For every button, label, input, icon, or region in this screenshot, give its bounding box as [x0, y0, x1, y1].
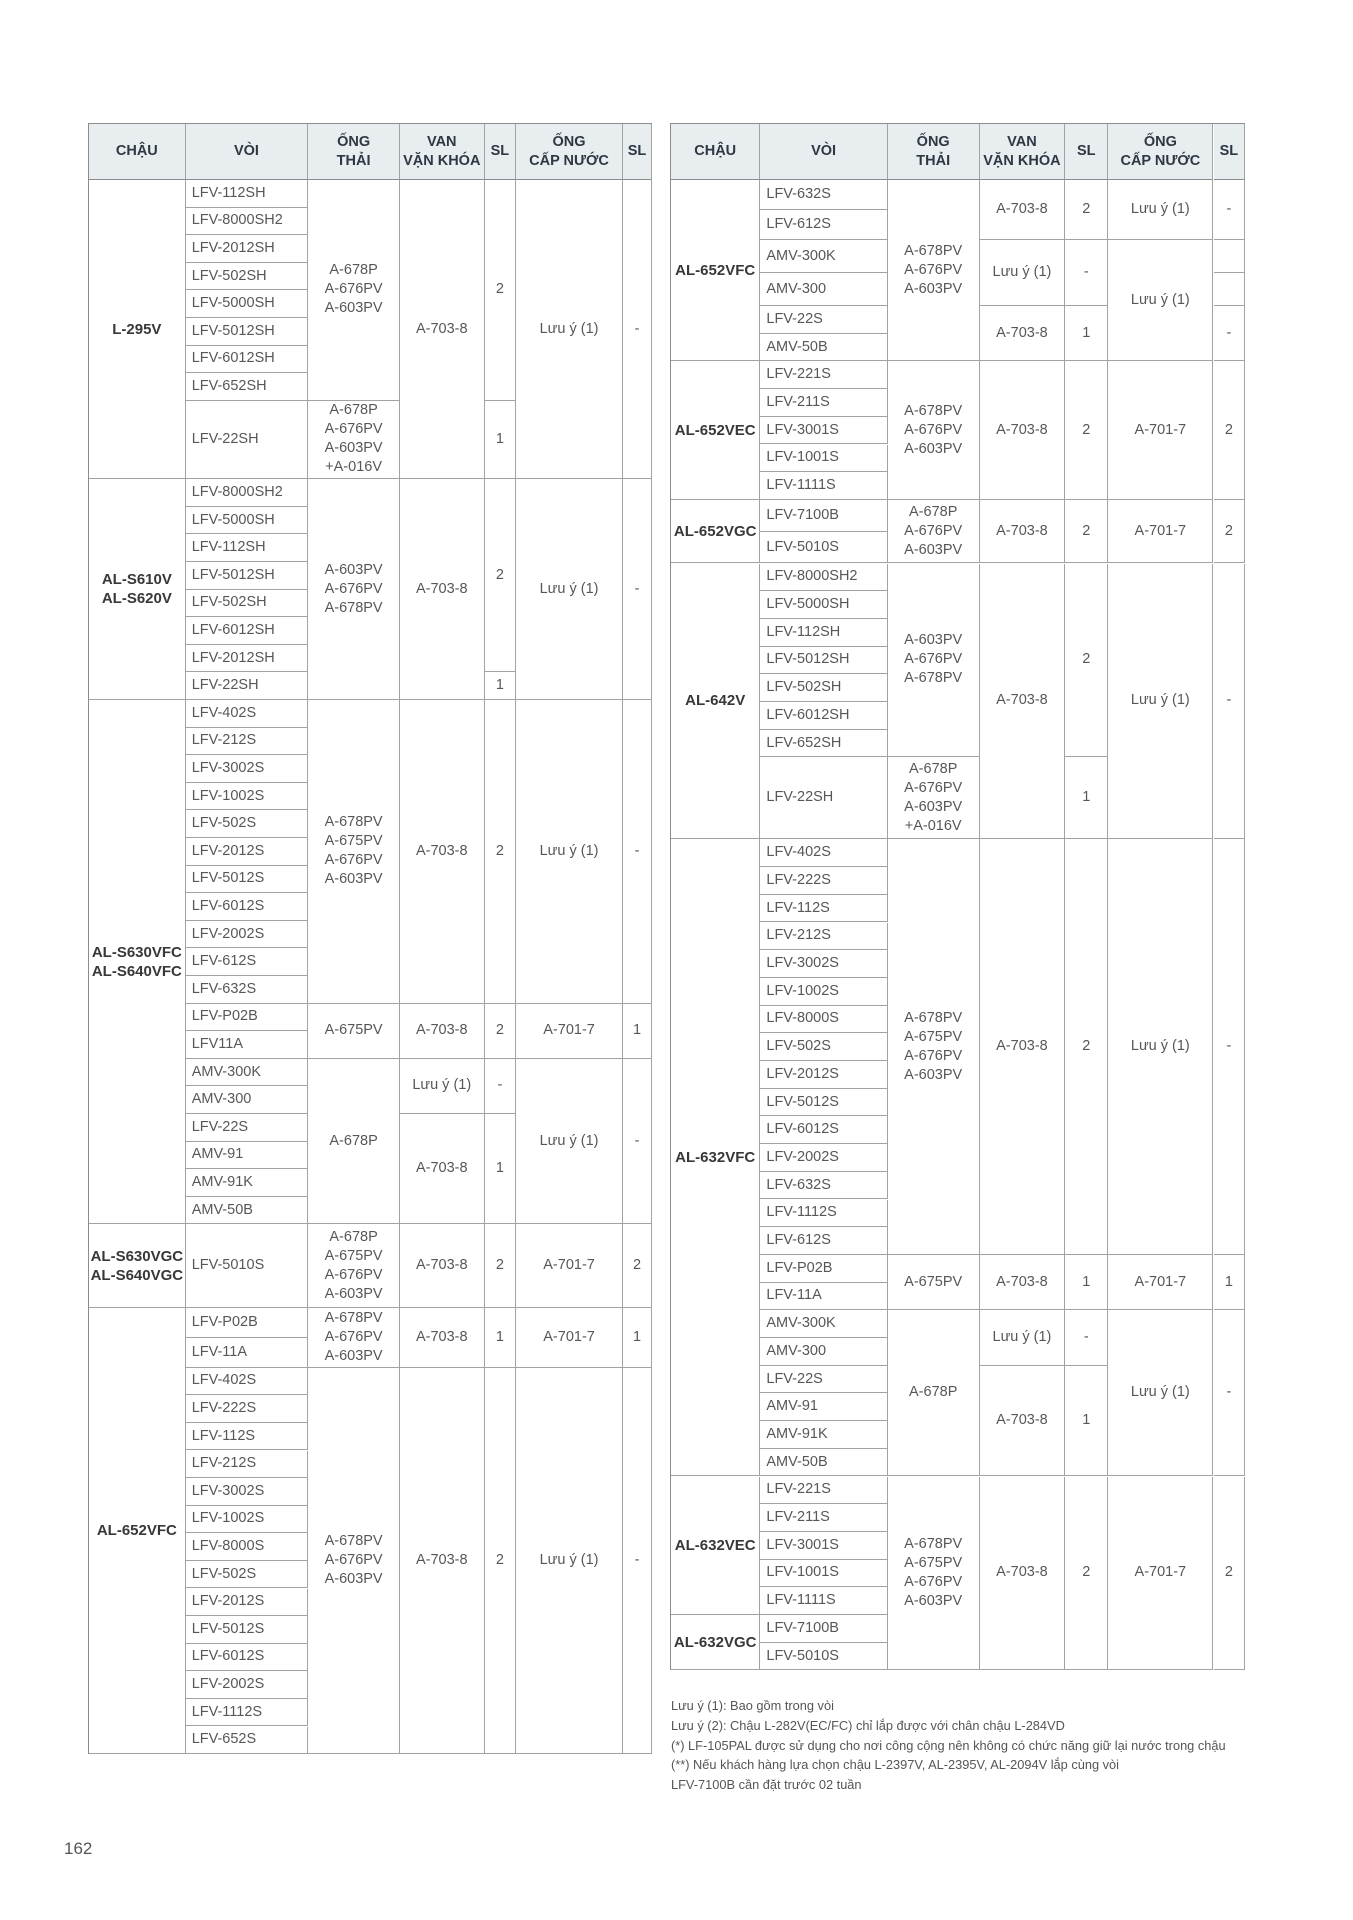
left-table-valve-cell: A-703-8 [400, 479, 485, 700]
left-table-drain-cell: A-678P A-675PV A-676PV A-603PV [308, 1224, 400, 1307]
right-table-faucet-cell: LFV-5012SH [760, 647, 887, 675]
left-table-header-supply: ỐNG CẤP NƯỚC [516, 124, 623, 180]
right-table-faucet-cell: LFV-1001S [760, 445, 887, 473]
right-table-faucet-cell: LFV-3001S [760, 1532, 887, 1560]
left-table-faucet-cell: LFV-5012SH [186, 562, 309, 590]
right-table-valve-cell: A-703-8 [980, 180, 1066, 240]
right-table-drain-cell: A-678P A-676PV A-603PV [888, 500, 980, 564]
right-table-header-drain: ỐNG THẢI [888, 124, 980, 180]
right-table-faucet-cell: LFV-612S [760, 1227, 887, 1255]
right-table-supply-cell: Lưu ý (1) [1108, 564, 1213, 840]
left-table-supply-qty-cell: - [623, 180, 652, 479]
left-table-drain-cell: A-675PV [308, 1004, 400, 1059]
left-table-faucet-cell: LFV-6012SH [186, 346, 309, 374]
right-table-faucet-cell: LFV-112SH [760, 619, 887, 647]
left-table-supply-qty-cell: - [623, 700, 652, 1004]
right-table-faucet-cell: LFV-7100B [760, 500, 887, 532]
right-table-faucet-cell: LFV-8000SH2 [760, 564, 887, 592]
right-table-valve-qty-cell: 2 [1065, 1477, 1108, 1671]
left-table-valve-qty-cell: 2 [485, 1368, 517, 1754]
right-table-supply-qty-cell: - [1214, 306, 1246, 361]
left-table-valve-qty-cell: 2 [485, 479, 517, 672]
right-table-header-faucet: VÒI [760, 124, 887, 180]
right-table-valve-cell: A-703-8 [980, 306, 1066, 361]
right-table-supply-qty-cell: 2 [1214, 1477, 1246, 1671]
right-table-supply-qty-cell: - [1214, 180, 1246, 240]
right-table-basin-cell: AL-642V [671, 564, 760, 840]
right-table-supply-cell: A-701-7 [1108, 500, 1213, 564]
left-table-faucet-cell: LFV-2012S [186, 838, 309, 866]
left-table-faucet-cell: LFV-652SH [186, 373, 309, 401]
left-table-faucet-cell: LFV-8000SH2 [186, 479, 309, 507]
right-table-drain-cell: A-678PV A-675PV A-676PV A-603PV [888, 1477, 980, 1671]
right-table-valve-cell: A-703-8 [980, 839, 1066, 1255]
right-table-valve-cell: A-703-8 [980, 1477, 1066, 1671]
right-table-header-supply: ỐNG CẤP NƯỚC [1108, 124, 1213, 180]
left-table-valve-cell: A-703-8 [400, 1224, 485, 1307]
left-table-basin-cell: AL-S630VFC AL-S640VFC [89, 700, 186, 1224]
left-table-valve-qty-cell: 2 [485, 1224, 517, 1307]
right-table-drain-cell: A-678P [888, 1310, 980, 1476]
right-table-faucet-cell: LFV-3002S [760, 950, 887, 978]
right-table-faucet-cell: LFV-6012SH [760, 702, 887, 730]
left-table-valve-cell: A-703-8 [400, 700, 485, 1004]
right-table-supply-qty-cell [1214, 273, 1246, 306]
left-table-faucet-cell: LFV-502SH [186, 590, 309, 618]
left-table-faucet-cell: LFV-5012S [186, 1616, 309, 1644]
right-table-supply-cell: A-701-7 [1108, 1255, 1213, 1310]
right-table-drain-cell: A-603PV A-676PV A-678PV [888, 564, 980, 758]
left-table-faucet-cell: LFV-1002S [186, 1506, 309, 1534]
right-table-faucet-cell: AMV-300 [760, 1338, 887, 1366]
right-table-faucet-cell: LFV-7100B [760, 1615, 887, 1643]
left-table-supply-qty-cell: 2 [623, 1224, 652, 1307]
right-table-basin-cell: AL-632VGC [671, 1615, 760, 1670]
left-table-valve-qty-cell: 2 [485, 180, 517, 401]
left-table-drain-cell: A-603PV A-676PV A-678PV [308, 479, 400, 700]
right-table-drain-cell: A-678P A-676PV A-603PV +A-016V [888, 757, 980, 839]
left-table-valve-cell: A-703-8 [400, 1308, 485, 1368]
right-table-faucet-cell: LFV-6012S [760, 1116, 887, 1144]
left-table-basin-cell: L-295V [89, 180, 186, 479]
right-table-faucet-cell: LFV-P02B [760, 1255, 887, 1283]
right-table-faucet-cell: LFV-1002S [760, 978, 887, 1006]
left-table-supply-qty-cell: - [623, 479, 652, 700]
right-table-valve-qty-cell: 2 [1065, 839, 1108, 1255]
right-table-valve-qty-cell: - [1065, 240, 1108, 306]
right-table-faucet-cell: AMV-300K [760, 240, 887, 273]
left-table-supply-qty-cell: - [623, 1059, 652, 1225]
left-table-valve-qty-cell: 1 [485, 1114, 517, 1224]
right-table-header-valve: VAN VẶN KHÓA [980, 124, 1066, 180]
left-table-supply-cell: A-701-7 [516, 1224, 623, 1307]
left-table-faucet-cell: LFV-502S [186, 810, 309, 838]
right-table-basin-cell: AL-632VFC [671, 839, 760, 1476]
footnote-line: (**) Nếu khách hàng lựa chọn chậu L-2397V, AL-2395V, AL-2094V lắp cùng vòi [671, 1757, 1120, 1773]
right-table-valve-qty-cell: 2 [1065, 180, 1108, 240]
left-table-supply-cell: Lưu ý (1) [516, 479, 623, 700]
left-table-drain-cell: A-678P A-676PV A-603PV [308, 180, 400, 401]
left-table-faucet-cell: LFV-652S [186, 1727, 309, 1755]
left-table-faucet-cell: LFV-402S [186, 1368, 309, 1396]
left-table-valve-cell: A-703-8 [400, 1114, 485, 1224]
left-table-valve-cell: A-703-8 [400, 1004, 485, 1059]
right-table-faucet-cell: LFV-652SH [760, 730, 887, 758]
left-table-faucet-cell: AMV-91K [186, 1169, 309, 1197]
right-table-faucet-cell: LFV-5000SH [760, 591, 887, 619]
right-table-basin-cell: AL-632VEC [671, 1477, 760, 1616]
left-table-drain-cell: A-678P [308, 1059, 400, 1225]
left-table-faucet-cell: LFV-112SH [186, 534, 309, 562]
right-table-faucet-cell: LFV-2012S [760, 1061, 887, 1089]
right-table-supply-qty-cell: - [1214, 564, 1246, 840]
left-table-drain-cell: A-678PV A-676PV A-603PV [308, 1368, 400, 1754]
right-table-supply-cell: Lưu ý (1) [1108, 240, 1213, 361]
left-table-faucet-cell: AMV-300K [186, 1059, 309, 1087]
left-table-header-supply-qty: SL [623, 124, 652, 180]
left-table-faucet-cell: LFV-112SH [186, 180, 309, 208]
right-table-supply-cell: A-701-7 [1108, 1477, 1213, 1671]
left-table-faucet-cell: LFV-6012S [186, 893, 309, 921]
right-table-valve-cell: A-703-8 [980, 500, 1066, 564]
right-table-supply-qty-cell: - [1214, 839, 1246, 1255]
right-table-faucet-cell: LFV-632S [760, 180, 887, 210]
right-table-faucet-cell: LFV-1111S [760, 1587, 887, 1615]
right-table-supply-qty-cell [1214, 240, 1246, 273]
right-table-header-basin: CHẬU [671, 124, 760, 180]
left-table-faucet-cell: LFV-5000SH [186, 507, 309, 535]
left-table-faucet-cell: LFV-1112S [186, 1699, 309, 1727]
right-table-valve-qty-cell: 2 [1065, 564, 1108, 758]
right-table-faucet-cell: LFV-221S [760, 1477, 887, 1505]
left-table-basin-cell: AL-S630VGC AL-S640VGC [89, 1224, 186, 1307]
left-table-faucet-cell: LFV-502SH [186, 263, 309, 291]
right-table-valve-qty-cell: 1 [1065, 1255, 1108, 1310]
right-table-supply-qty-cell: 2 [1214, 361, 1246, 500]
right-table-faucet-cell: LFV-502S [760, 1033, 887, 1061]
left-table-faucet-cell: LFV-22S [186, 1114, 309, 1142]
right-table-faucet-cell: AMV-91 [760, 1393, 887, 1421]
right-table-drain-cell: A-678PV A-676PV A-603PV [888, 361, 980, 500]
right-table-faucet-cell: LFV-632S [760, 1172, 887, 1200]
left-table-faucet-cell: LFV11A [186, 1031, 309, 1059]
right-table-supply-cell: Lưu ý (1) [1108, 180, 1213, 240]
right-table-faucet-cell: AMV-300K [760, 1310, 887, 1338]
left-table-valve-qty-cell: 1 [485, 1308, 517, 1368]
left-table-valve-cell: Lưu ý (1) [400, 1059, 485, 1114]
left-table-faucet-cell: LFV-11A [186, 1338, 309, 1368]
left-table-header-basin: CHẬU [89, 124, 186, 180]
left-table-supply-cell: Lưu ý (1) [516, 1059, 623, 1225]
left-table-faucet-cell: LFV-3002S [186, 755, 309, 783]
right-table-faucet-cell: LFV-502SH [760, 674, 887, 702]
left-table-valve-qty-cell: 2 [485, 700, 517, 1004]
right-table-basin-cell: AL-652VGC [671, 500, 760, 564]
right-table-faucet-cell: LFV-22SH [760, 757, 887, 839]
right-table-supply-cell: A-701-7 [1108, 361, 1213, 500]
left-table-faucet-cell: LFV-22SH [186, 672, 309, 700]
right-table-faucet-cell: LFV-222S [760, 867, 887, 895]
left-table-faucet-cell: LFV-5010S [186, 1224, 309, 1307]
left-table-header-faucet: VÒI [186, 124, 309, 180]
left-table-valve-qty-cell: 1 [485, 672, 517, 700]
right-table-faucet-cell: LFV-211S [760, 389, 887, 417]
left-table [88, 123, 652, 1754]
left-table-faucet-cell: LFV-2012SH [186, 645, 309, 673]
page-number: 162 [64, 1839, 93, 1858]
right-table-faucet-cell: LFV-5010S [760, 1643, 887, 1671]
right-table-faucet-cell: LFV-5012S [760, 1089, 887, 1117]
right-table [670, 123, 1245, 1670]
right-table-faucet-cell: LFV-1111S [760, 472, 887, 500]
left-table-drain-cell: A-678PV A-676PV A-603PV [308, 1308, 400, 1368]
left-table-faucet-cell: LFV-1002S [186, 783, 309, 811]
right-table-drain-cell: A-678PV A-675PV A-676PV A-603PV [888, 839, 980, 1255]
left-table-valve-qty-cell: - [485, 1059, 517, 1114]
left-table-supply-qty-cell: - [623, 1368, 652, 1754]
left-table-supply-cell: Lưu ý (1) [516, 1368, 623, 1754]
right-table-faucet-cell: LFV-22S [760, 1366, 887, 1394]
left-table-header-drain: ỐNG THẢI [308, 124, 400, 180]
right-table-faucet-cell: LFV-1112S [760, 1200, 887, 1228]
left-table-faucet-cell: LFV-22SH [186, 401, 309, 479]
right-table-faucet-cell: LFV-11A [760, 1283, 887, 1311]
left-table-faucet-cell: LFV-5000SH [186, 290, 309, 318]
right-table-valve-cell: Lưu ý (1) [980, 240, 1066, 306]
right-table-faucet-cell: AMV-50B [760, 1449, 887, 1477]
left-table-supply-cell: A-701-7 [516, 1004, 623, 1059]
left-table-supply-cell: A-701-7 [516, 1308, 623, 1368]
right-table-faucet-cell: LFV-22S [760, 306, 887, 334]
left-table-valve-qty-cell: 2 [485, 1004, 517, 1059]
right-table-drain-cell: A-675PV [888, 1255, 980, 1310]
right-table-faucet-cell: LFV-221S [760, 361, 887, 389]
left-table-faucet-cell: LFV-6012SH [186, 617, 309, 645]
left-table-faucet-cell: AMV-300 [186, 1086, 309, 1114]
left-table-faucet-cell: LFV-6012S [186, 1644, 309, 1672]
left-table-faucet-cell: LFV-212S [186, 728, 309, 756]
left-table-faucet-cell: LFV-402S [186, 700, 309, 728]
right-table-faucet-cell: LFV-1001S [760, 1560, 887, 1588]
right-table-supply-cell: Lưu ý (1) [1108, 839, 1213, 1255]
right-table-valve-cell: A-703-8 [980, 1366, 1066, 1477]
right-table-header-supply-qty: SL [1214, 124, 1246, 180]
footnote-line: Lưu ý (2): Chậu L-282V(EC/FC) chỉ lắp được với chân chậu L-284VD [671, 1717, 1065, 1733]
right-table-faucet-cell: LFV-3001S [760, 417, 887, 445]
left-table-faucet-cell: LFV-P02B [186, 1308, 309, 1338]
left-table-faucet-cell: LFV-2012SH [186, 235, 309, 263]
footnote-line: Lưu ý (1): Bao gồm trong vòi [671, 1698, 834, 1713]
right-table-drain-cell: A-678PV A-676PV A-603PV [888, 180, 980, 361]
right-table-valve-cell: A-703-8 [980, 564, 1066, 840]
left-table-header-valve-qty: SL [485, 124, 517, 180]
right-table-faucet-cell: LFV-8000S [760, 1006, 887, 1034]
right-table-faucet-cell: LFV-212S [760, 923, 887, 951]
left-table-faucet-cell: LFV-2002S [186, 1671, 309, 1699]
footnotes [671, 1696, 1226, 1795]
left-table-faucet-cell: LFV-112S [186, 1423, 309, 1451]
left-table-drain-cell: A-678P A-676PV A-603PV +A-016V [308, 401, 400, 479]
left-table-faucet-cell: LFV-8000SH2 [186, 208, 309, 236]
left-table-faucet-cell: LFV-632S [186, 976, 309, 1004]
left-table-faucet-cell: AMV-91 [186, 1142, 309, 1170]
right-table-valve-qty-cell: 1 [1065, 1366, 1108, 1477]
right-table-supply-qty-cell: 2 [1214, 500, 1246, 564]
right-table-faucet-cell: LFV-402S [760, 839, 887, 867]
left-table-faucet-cell: LFV-502S [186, 1561, 309, 1589]
left-table-faucet-cell: LFV-612S [186, 948, 309, 976]
right-table-supply-qty-cell: 1 [1214, 1255, 1246, 1310]
right-table-faucet-cell: LFV-2002S [760, 1144, 887, 1172]
right-table-faucet-cell: AMV-300 [760, 273, 887, 306]
right-table-basin-cell: AL-652VEC [671, 361, 760, 500]
left-table-basin-cell: AL-S610V AL-S620V [89, 479, 186, 700]
left-table-faucet-cell: LFV-2002S [186, 921, 309, 949]
right-table-valve-qty-cell: 2 [1065, 361, 1108, 500]
left-table-faucet-cell: LFV-212S [186, 1451, 309, 1479]
right-table-supply-cell: Lưu ý (1) [1108, 1310, 1213, 1476]
left-table-header-valve: VAN VẶN KHÓA [400, 124, 485, 180]
right-table-faucet-cell: AMV-50B [760, 334, 887, 362]
footnote-line: LFV-7100B cần đặt trước 02 tuần [671, 1777, 862, 1793]
left-table-faucet-cell: LFV-P02B [186, 1004, 309, 1032]
left-table-basin-cell: AL-652VFC [89, 1308, 186, 1754]
right-table-faucet-cell: LFV-211S [760, 1504, 887, 1532]
left-table-supply-cell: Lưu ý (1) [516, 700, 623, 1004]
footnote-line: (*) LF-105PAL được sử dụng cho nơi công cộng nên không có chức năng giữ lại nước trong chậu [671, 1737, 1226, 1753]
right-table-basin-cell: AL-652VFC [671, 180, 760, 361]
left-table-faucet-cell: LFV-3002S [186, 1478, 309, 1506]
left-table-faucet-cell: LFV-8000S [186, 1533, 309, 1561]
right-table-valve-qty-cell: - [1065, 1310, 1108, 1365]
left-table-faucet-cell: AMV-50B [186, 1197, 309, 1225]
left-table-valve-cell: A-703-8 [400, 1368, 485, 1754]
left-table-supply-qty-cell: 1 [623, 1308, 652, 1368]
left-table-valve-qty-cell: 1 [485, 401, 517, 479]
right-table-faucet-cell: LFV-612S [760, 210, 887, 240]
left-table-faucet-cell: LFV-5012S [186, 866, 309, 894]
right-table-valve-qty-cell: 1 [1065, 306, 1108, 361]
right-table-faucet-cell: AMV-91K [760, 1421, 887, 1449]
left-table-supply-cell: Lưu ý (1) [516, 180, 623, 479]
right-table-valve-cell: A-703-8 [980, 1255, 1066, 1310]
right-table-faucet-cell: LFV-112S [760, 895, 887, 923]
right-table-valve-cell: A-703-8 [980, 361, 1066, 500]
left-table-faucet-cell: LFV-222S [186, 1395, 309, 1423]
left-table-faucet-cell: LFV-5012SH [186, 318, 309, 346]
right-table-valve-cell: Lưu ý (1) [980, 1310, 1066, 1365]
right-table-supply-qty-cell: - [1214, 1310, 1246, 1476]
left-table-supply-qty-cell: 1 [623, 1004, 652, 1059]
right-table-valve-qty-cell: 2 [1065, 500, 1108, 564]
right-table-faucet-cell: LFV-5010S [760, 532, 887, 564]
left-table-valve-cell: A-703-8 [400, 180, 485, 479]
left-table-faucet-cell: LFV-2012S [186, 1589, 309, 1617]
right-table-valve-qty-cell: 1 [1065, 757, 1108, 839]
left-table-drain-cell: A-678PV A-675PV A-676PV A-603PV [308, 700, 400, 1004]
right-table-header-valve-qty: SL [1065, 124, 1108, 180]
